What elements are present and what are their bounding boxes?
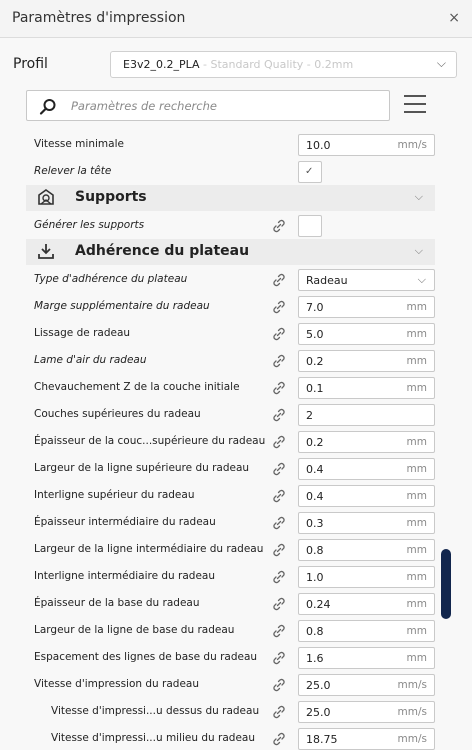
setting-row — [26, 590, 436, 617]
setting-label: Interligne supérieur du radeau — [34, 489, 195, 501]
setting-value: 25.0 — [306, 706, 331, 719]
setting-label: Couches supérieures du radeau — [34, 408, 201, 420]
setting-input[interactable] — [298, 539, 435, 561]
setting-value: 0.8 — [306, 625, 324, 638]
setting-row — [26, 347, 436, 374]
setting-value: 7.0 — [306, 301, 324, 314]
setting-unit: mm — [406, 436, 427, 448]
chain-link-icon[interactable] — [271, 515, 287, 531]
setting-input[interactable] — [298, 350, 435, 372]
setting-row — [26, 455, 436, 482]
chain-link-icon[interactable] — [271, 623, 287, 639]
setting-value: Radeau — [306, 274, 348, 287]
supports-icon — [36, 188, 56, 208]
setting-checkbox[interactable] — [298, 215, 322, 237]
setting-value: 0.3 — [306, 517, 324, 530]
setting-label: Épaisseur de la couc...supérieure du radeau — [34, 435, 266, 447]
setting-value: 0.1 — [306, 382, 324, 395]
setting-input[interactable] — [298, 647, 435, 669]
setting-input[interactable] — [298, 566, 435, 588]
setting-value: 0.2 — [306, 436, 324, 449]
setting-row — [26, 644, 436, 671]
setting-value: 0.4 — [306, 463, 324, 476]
setting-value: 1.0 — [306, 571, 324, 584]
chain-link-icon[interactable] — [271, 353, 287, 369]
setting-value: 0.4 — [306, 490, 324, 503]
chain-link-icon[interactable] — [271, 542, 287, 558]
setting-input[interactable] — [298, 458, 435, 480]
setting-value: 0.2 — [306, 355, 324, 368]
profile-name: E3v2_0.2_PLA — [123, 58, 200, 71]
setting-label: Vitesse d'impressi...u milieu du radeau — [51, 732, 256, 744]
chain-link-icon[interactable] — [271, 218, 287, 234]
setting-label: Lissage de radeau — [34, 327, 131, 339]
setting-input[interactable] — [298, 431, 435, 453]
profile-select[interactable] — [110, 51, 457, 78]
setting-unit: mm — [406, 355, 427, 367]
search-input[interactable] — [71, 97, 371, 115]
setting-value: 2 — [306, 409, 313, 422]
setting-label: Largeur de la ligne de base du radeau — [34, 624, 235, 636]
setting-label: Vitesse d'impression du radeau — [34, 678, 199, 690]
search-icon — [38, 97, 58, 117]
setting-input[interactable] — [298, 485, 435, 507]
setting-checkbox[interactable] — [298, 161, 322, 183]
setting-row — [26, 401, 436, 428]
chain-link-icon[interactable] — [271, 731, 287, 747]
setting-unit: mm — [406, 490, 427, 502]
setting-label: Interligne intermédiaire du radeau — [34, 570, 216, 582]
chain-link-icon[interactable] — [271, 434, 287, 450]
chain-link-icon[interactable] — [271, 488, 287, 504]
setting-unit: mm/s — [397, 706, 427, 718]
setting-input[interactable] — [298, 512, 435, 534]
setting-unit: mm — [406, 625, 427, 637]
chevron-down-icon: ⌵ — [414, 244, 423, 257]
setting-unit: mm — [406, 328, 427, 340]
window-title: Paramètres d'impression — [12, 10, 186, 26]
setting-row — [26, 320, 436, 347]
setting-label: Marge supplémentaire du radeau — [34, 300, 210, 312]
chain-link-icon[interactable] — [271, 461, 287, 477]
setting-input[interactable] — [298, 728, 435, 750]
setting-row — [26, 671, 436, 698]
setting-value: 0.24 — [306, 598, 331, 611]
profile-subtitle: - Standard Quality - 0.2mm — [203, 58, 354, 71]
chain-link-icon[interactable] — [271, 272, 287, 288]
category-supports[interactable] — [26, 185, 435, 211]
setting-label: Vitesse minimale — [34, 138, 124, 150]
setting-unit: mm — [406, 598, 427, 610]
close-icon[interactable]: × — [448, 10, 460, 26]
setting-label: Chevauchement Z de la couche initiale — [34, 381, 240, 393]
chain-link-icon[interactable] — [271, 704, 287, 720]
setting-input[interactable] — [298, 674, 435, 696]
setting-input[interactable] — [298, 404, 435, 426]
setting-value: 1.6 — [306, 652, 324, 665]
chevron-down-icon: ⌵ — [417, 273, 426, 286]
setting-unit: mm — [406, 571, 427, 583]
setting-row — [26, 617, 436, 644]
setting-dropdown[interactable] — [298, 269, 435, 291]
setting-input[interactable] — [298, 377, 435, 399]
setting-label: Espacement des lignes de base du radeau — [34, 651, 258, 663]
profile-label: Profil — [13, 56, 48, 72]
setting-row — [26, 482, 436, 509]
chevron-down-icon: ⌵ — [414, 190, 423, 203]
setting-unit: mm/s — [397, 733, 427, 745]
setting-row — [26, 563, 436, 590]
chain-link-icon[interactable] — [271, 380, 287, 396]
setting-row — [26, 509, 436, 536]
setting-label: Générer les supports — [34, 219, 145, 231]
setting-value: 10.0 — [306, 139, 331, 152]
category-label: Adhérence du plateau — [75, 243, 250, 259]
search-box[interactable] — [26, 90, 390, 121]
setting-unit: mm — [406, 544, 427, 556]
chain-link-icon[interactable] — [271, 326, 287, 342]
profile-subtitle-text: Standard Quality - 0.2mm — [210, 58, 354, 71]
scrollbar-thumb[interactable] — [441, 549, 451, 619]
setting-row — [26, 428, 436, 455]
chain-link-icon[interactable] — [271, 407, 287, 423]
setting-input[interactable] — [298, 593, 435, 615]
setting-unit: mm/s — [397, 139, 427, 151]
setting-unit: mm/s — [397, 679, 427, 691]
setting-row — [26, 698, 436, 725]
setting-input[interactable] — [298, 701, 435, 723]
category-adhesion[interactable] — [26, 239, 435, 265]
settings-list — [26, 131, 436, 750]
setting-row — [26, 725, 436, 750]
setting-input[interactable] — [298, 323, 435, 345]
hamburger-menu-icon[interactable] — [404, 95, 426, 115]
chain-link-icon[interactable] — [271, 650, 287, 666]
setting-input[interactable] — [298, 134, 435, 156]
setting-row — [26, 212, 436, 239]
setting-unit: mm — [406, 382, 427, 394]
setting-value: 18.75 — [306, 733, 338, 746]
setting-label: Vitesse d'impressi...u dessus du radeau — [51, 705, 260, 717]
setting-unit: mm — [406, 652, 427, 664]
setting-row — [26, 158, 436, 185]
chain-link-icon[interactable] — [271, 677, 287, 693]
setting-value: 25.0 — [306, 679, 331, 692]
title-bar — [0, 0, 472, 38]
setting-unit: mm — [406, 463, 427, 475]
setting-input[interactable] — [298, 620, 435, 642]
setting-label: Épaisseur de la base du radeau — [34, 597, 200, 609]
chain-link-icon[interactable] — [271, 569, 287, 585]
setting-label: Lame d'air du radeau — [34, 354, 147, 366]
setting-row — [26, 266, 436, 293]
setting-row — [26, 374, 436, 401]
chevron-down-icon: ⌵ — [436, 56, 446, 70]
chain-link-icon[interactable] — [271, 596, 287, 612]
setting-value: 0.8 — [306, 544, 324, 557]
setting-label: Type d'adhérence du plateau — [34, 273, 188, 285]
check-icon: ✓ — [305, 166, 314, 177]
chain-link-icon[interactable] — [271, 299, 287, 315]
setting-row — [26, 536, 436, 563]
setting-label: Largeur de la ligne supérieure du radeau — [34, 462, 250, 474]
setting-unit: mm — [406, 517, 427, 529]
setting-label: Épaisseur intermédiaire du radeau — [34, 516, 216, 528]
setting-row — [26, 131, 436, 158]
category-label: Supports — [75, 189, 147, 205]
setting-row — [26, 293, 436, 320]
setting-label: Largeur de la ligne intermédiaire du radeau — [34, 543, 264, 555]
setting-label: Relever la tête — [34, 165, 112, 177]
setting-input[interactable] — [298, 296, 435, 318]
setting-value: 5.0 — [306, 328, 324, 341]
bed-adhesion-icon — [36, 242, 56, 262]
setting-unit: mm — [406, 301, 427, 313]
